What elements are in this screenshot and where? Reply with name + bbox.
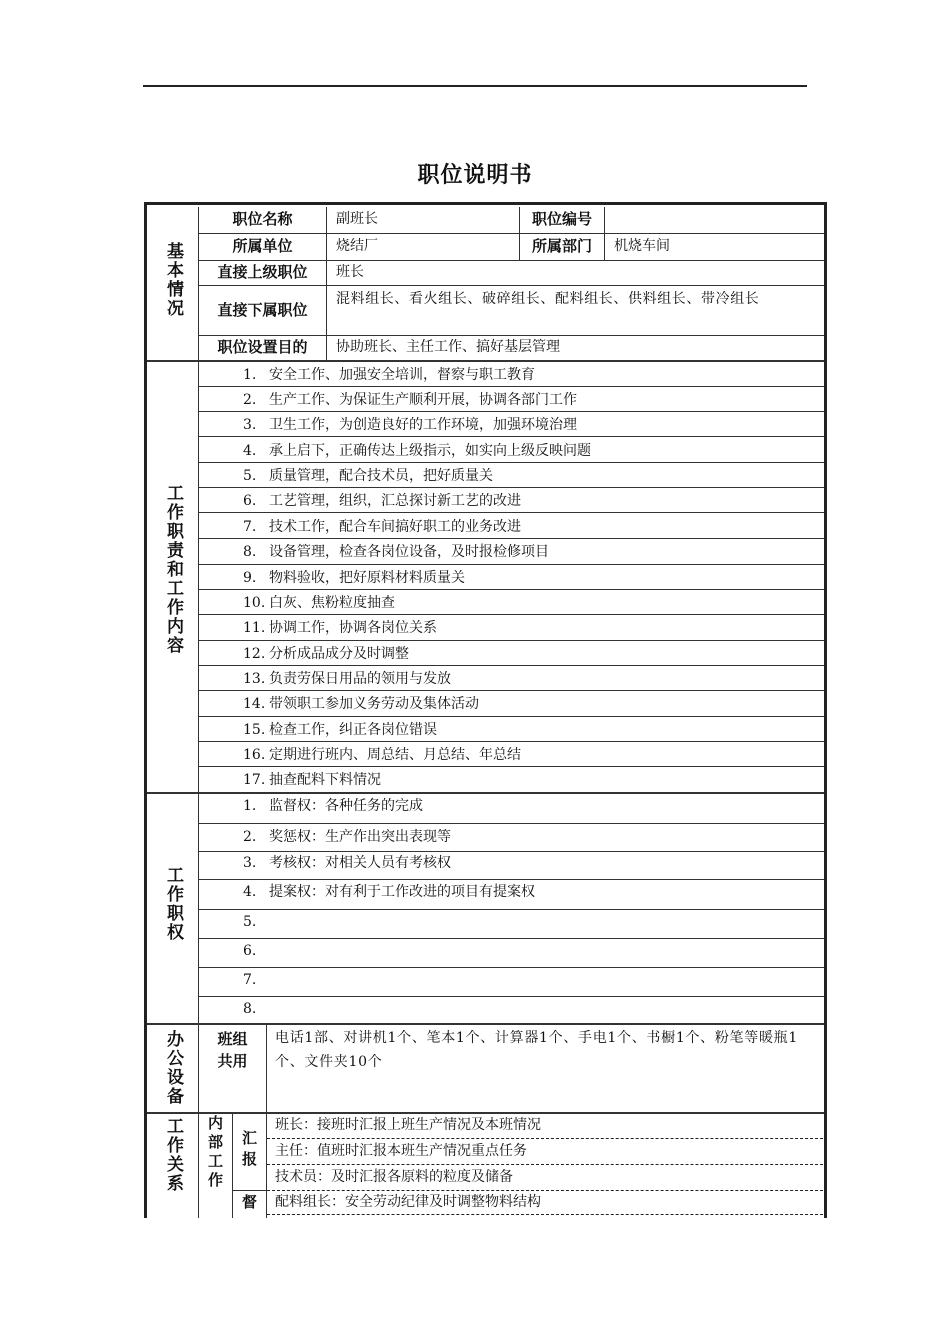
authority-item: 8. xyxy=(243,1001,257,1017)
divider xyxy=(232,1190,266,1191)
duty-item: 5. 质量管理，配合技术员，把好质量关 xyxy=(243,468,493,484)
divider xyxy=(198,564,824,565)
duty-item: 13. 负责劳保日用品的领用与发放 xyxy=(243,671,451,687)
divider xyxy=(198,1113,199,1218)
divider xyxy=(232,1113,233,1218)
duty-item: 6. 工艺管理，组织，汇总探讨新工艺的改进 xyxy=(243,493,521,509)
relation-item: 班长：接班时汇报上班生产情况及本班情况 xyxy=(275,1117,541,1133)
relation-item: 配料组长：安全劳动纪律及时调整物料结构 xyxy=(275,1194,541,1210)
divider xyxy=(198,436,824,437)
divider xyxy=(198,793,199,1023)
divider xyxy=(198,716,824,717)
divider xyxy=(198,487,824,488)
authority-item: 5. xyxy=(243,914,257,930)
duty-item: 10. 白灰、焦粉粒度抽查 xyxy=(243,595,395,611)
section-label-equipment: 办公设备 xyxy=(163,1030,183,1106)
section-divider xyxy=(147,360,824,362)
supervise-label: 督 xyxy=(240,1194,258,1213)
duty-item: 4. 承上启下，正确传达上级指示，如实向上级反映问题 xyxy=(243,443,591,459)
authority-item: 4. 提案权：对有利于工作改进的项目有提案权 xyxy=(243,884,535,900)
equipment-sub-label-line1: 班组 xyxy=(217,1030,248,1048)
divider xyxy=(198,823,824,824)
authority-item: 2. 奖惩权：生产作出突出表现等 xyxy=(243,829,451,845)
section-divider xyxy=(147,792,824,794)
duty-item: 17. 抽查配料下料情况 xyxy=(243,772,381,788)
unit-label: 所属单位 xyxy=(232,237,293,255)
divider xyxy=(266,1113,267,1218)
divider xyxy=(198,589,824,590)
department-label: 所属部门 xyxy=(531,237,592,255)
divider xyxy=(198,411,824,412)
divider xyxy=(198,909,824,910)
divider xyxy=(198,690,824,691)
divider xyxy=(198,640,824,641)
header-rule xyxy=(143,85,807,87)
internal-work-label: 内部工作 xyxy=(206,1115,224,1191)
equipment-value: 电话1部、对讲机1个、笔本1个、计算器1个、手电1个、书橱1个、粉笔等暖瓶1个、文件夹10个 xyxy=(275,1030,798,1070)
duty-item: 2. 生产工作、为保证生产顺利开展，协调各部门工作 xyxy=(243,392,577,408)
divider xyxy=(198,766,824,767)
divider xyxy=(198,260,824,261)
duty-item: 15. 检查工作，纠正各岗位错误 xyxy=(243,722,437,738)
section-label-duties: 工作职责和工作内容 xyxy=(163,484,183,655)
divider xyxy=(198,614,824,615)
divider xyxy=(198,938,824,939)
divider xyxy=(198,335,824,336)
dashed-divider xyxy=(267,1164,823,1165)
divider xyxy=(198,462,824,463)
divider xyxy=(604,234,605,260)
equipment-sub-label-line2: 共用 xyxy=(217,1052,248,1070)
authority-item: 1. 监督权：各种任务的完成 xyxy=(243,798,423,814)
divider xyxy=(604,207,605,233)
divider xyxy=(198,538,824,539)
dashed-divider xyxy=(267,1214,823,1215)
relation-item: 技术员：及时汇报各原料的粒度及储备 xyxy=(275,1169,513,1185)
duty-item: 14. 带领职工参加义务劳动及集体活动 xyxy=(243,696,479,712)
authority-item: 7. xyxy=(243,972,257,988)
duty-item: 3. 卫生工作，为创造良好的工作环境，加强环境治理 xyxy=(243,417,577,433)
duty-item: 7. 技术工作，配合车间搞好职工的业务改进 xyxy=(243,519,521,535)
divider xyxy=(198,665,824,666)
purpose-label: 职位设置目的 xyxy=(217,338,308,356)
divider xyxy=(198,996,824,997)
duty-item: 11. 协调工作，协调各岗位关系 xyxy=(243,620,437,636)
section-label-authority: 工作职权 xyxy=(163,866,183,942)
position-name-label: 职位名称 xyxy=(232,210,293,228)
divider xyxy=(198,386,824,387)
divider xyxy=(266,1024,267,1113)
duty-item: 16. 定期进行班内、周总结、月总结、年总结 xyxy=(243,747,521,763)
divider xyxy=(326,207,327,361)
divider xyxy=(198,967,824,968)
document-title: 职位说明书 xyxy=(417,163,533,188)
duty-item: 9. 物料验收，把好原料材料质量关 xyxy=(243,570,465,586)
subordinate-value: 混料组长、看火组长、破碎组长、配料组长、供料组长、带冷组长 xyxy=(336,291,760,307)
position-code-label: 职位编号 xyxy=(531,210,592,228)
unit-value: 烧结厂 xyxy=(336,238,378,254)
divider xyxy=(198,851,824,852)
duty-item: 8. 设备管理，检查各岗位设备，及时报检修项目 xyxy=(243,544,549,560)
report-label: 汇报 xyxy=(240,1130,258,1172)
subordinate-label: 直接下属职位 xyxy=(217,301,308,319)
dashed-divider xyxy=(267,1190,823,1191)
section-label-basic: 基本情况 xyxy=(163,242,183,318)
section-label-relations: 工作关系 xyxy=(163,1117,183,1193)
divider xyxy=(198,361,199,792)
position-name-value: 副班长 xyxy=(336,211,378,227)
authority-item: 3. 考核权：对相关人员有考核权 xyxy=(243,855,451,871)
relation-item: 主任：值班时汇报本班生产情况重点任务 xyxy=(275,1143,527,1159)
divider xyxy=(198,233,824,234)
divider xyxy=(198,285,824,286)
purpose-value: 协助班长、主任工作、搞好基层管理 xyxy=(336,339,560,355)
section-divider xyxy=(147,1112,824,1114)
duty-item: 12. 分析成品成分及时调整 xyxy=(243,646,409,662)
duty-item: 1. 安全工作、加强安全培训，督察与职工教育 xyxy=(243,367,535,383)
department-value: 机烧车间 xyxy=(614,238,670,254)
section-divider xyxy=(147,1023,824,1025)
superior-value: 班长 xyxy=(336,264,364,280)
equipment-sub-label xyxy=(199,1028,266,1072)
divider xyxy=(198,512,824,513)
authority-item: 6. xyxy=(243,943,257,959)
divider xyxy=(198,741,824,742)
divider xyxy=(198,879,824,880)
dashed-divider xyxy=(267,1138,823,1139)
superior-label: 直接上级职位 xyxy=(217,263,308,281)
